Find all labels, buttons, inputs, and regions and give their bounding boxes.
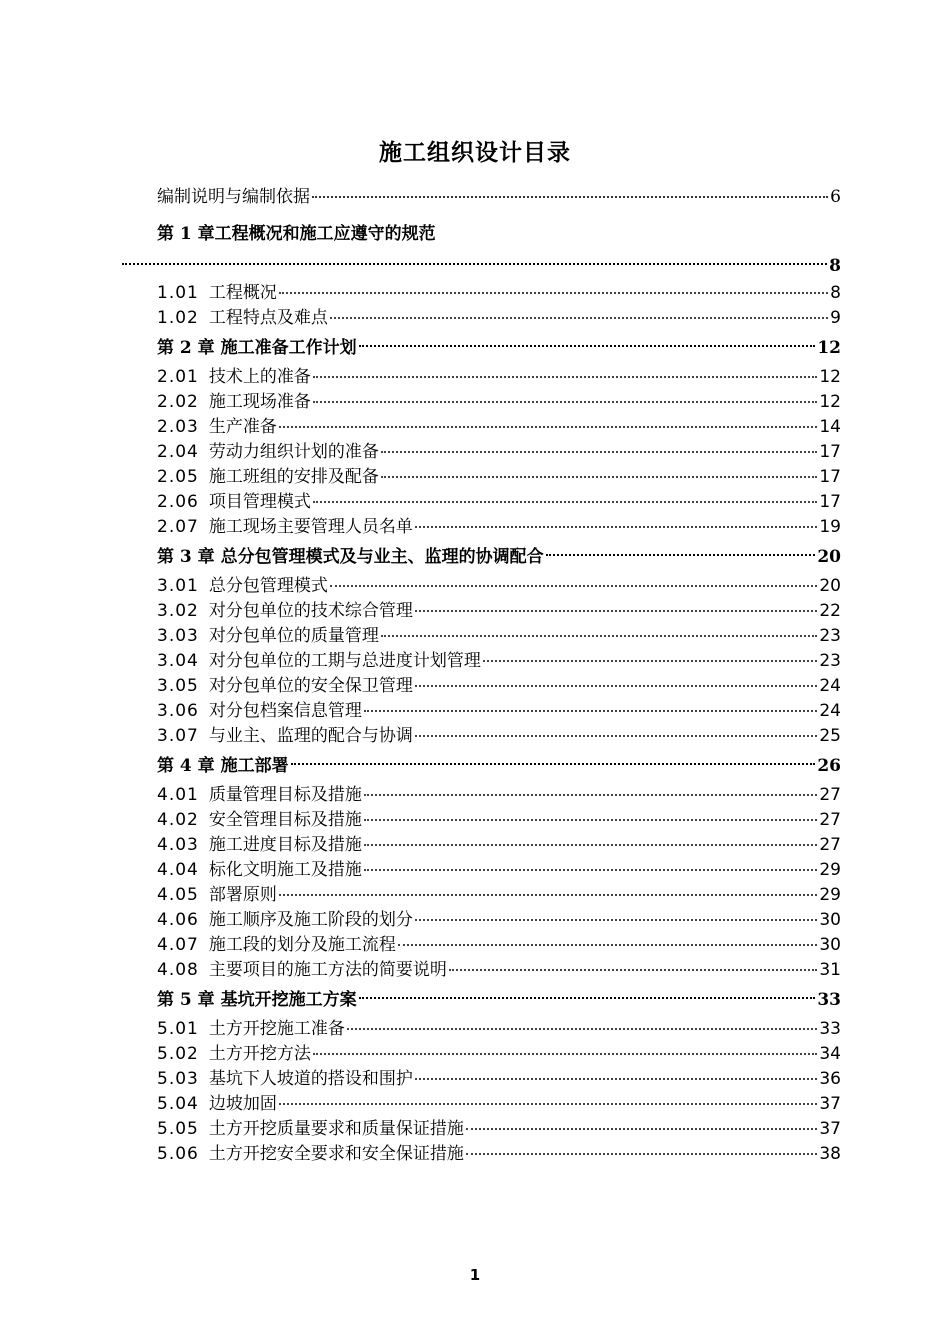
dot-leader — [415, 1078, 818, 1080]
section-number: 1.02 — [157, 308, 199, 328]
dot-leader — [279, 894, 818, 896]
toc-page-number: 38 — [819, 1144, 841, 1164]
section-title: 质量管理目标及措施 — [208, 785, 362, 805]
dot-leader — [415, 685, 818, 687]
section-title: 基坑下人坡道的搭设和围护 — [208, 1069, 413, 1089]
toc-page-number: 29 — [819, 885, 841, 905]
section-title: 施工顺序及施工阶段的划分 — [208, 910, 413, 930]
toc-page-number: 26 — [817, 756, 841, 776]
section-title: 施工进度目标及措施 — [208, 835, 362, 855]
toc-section-entry[interactable] — [157, 883, 841, 908]
toc-page-number: 17 — [819, 442, 841, 462]
section-number: 2.07 — [157, 517, 199, 537]
dot-leader — [381, 476, 818, 478]
dot-leader — [122, 263, 827, 265]
toc-section-entry[interactable] — [157, 1142, 841, 1167]
toc-page-number: 33 — [819, 1019, 841, 1039]
section-number: 3.05 — [157, 676, 199, 696]
toc-section-entry[interactable] — [157, 933, 841, 958]
toc-section-entry[interactable] — [157, 808, 841, 833]
toc-chapter-1-leader — [122, 251, 841, 281]
dot-leader — [359, 345, 816, 347]
toc-chapter-1[interactable] — [157, 217, 841, 251]
toc-section-entry[interactable] — [157, 783, 841, 808]
section-title: 施工现场主要管理人员名单 — [208, 517, 413, 537]
dot-leader — [415, 526, 818, 528]
section-title: 工程特点及难点 — [208, 308, 328, 328]
section-title: 对分包单位的安全保卫管理 — [208, 676, 413, 696]
dot-leader — [449, 969, 818, 971]
section-title: 部署原则 — [208, 885, 277, 905]
toc-page-number: 17 — [819, 467, 841, 487]
section-number: 5.06 — [157, 1144, 199, 1164]
toc-page-number: 27 — [819, 785, 841, 805]
toc-section-entry[interactable] — [157, 1117, 841, 1142]
toc-section-entry[interactable] — [157, 465, 841, 490]
chapter-title: 第 3 章 总分包管理模式及与业主、监理的协调配合 — [157, 547, 544, 567]
toc-section-entry[interactable] — [157, 490, 841, 515]
toc-section-entry[interactable] — [157, 958, 841, 983]
section-number: 5.05 — [157, 1119, 199, 1139]
dot-leader — [330, 317, 828, 319]
toc-section-entry[interactable] — [157, 306, 841, 331]
toc-section-entry[interactable] — [157, 699, 841, 724]
section-number: 2.01 — [157, 367, 199, 387]
toc-page-number: 29 — [819, 860, 841, 880]
section-title: 施工班组的安排及配备 — [208, 467, 379, 487]
chapter-title: 第 2 章 施工准备工作计划 — [157, 338, 357, 358]
toc-section-entry[interactable] — [157, 415, 841, 440]
dot-leader — [364, 869, 818, 871]
section-number: 2.05 — [157, 467, 199, 487]
section-number: 3.02 — [157, 601, 199, 621]
dot-leader — [313, 376, 818, 378]
dot-leader — [330, 585, 818, 587]
section-title: 劳动力组织计划的准备 — [208, 442, 379, 462]
section-title: 总分包管理模式 — [208, 576, 328, 596]
dot-leader — [364, 710, 818, 712]
section-title: 对分包单位的工期与总进度计划管理 — [208, 651, 481, 671]
toc-chapter-4[interactable] — [157, 749, 841, 783]
section-number: 5.03 — [157, 1069, 199, 1089]
toc-entry-intro[interactable] — [157, 185, 841, 211]
toc-section-entry[interactable] — [157, 390, 841, 415]
toc-page-number: 6 — [830, 187, 841, 207]
section-title: 土方开挖施工准备 — [208, 1019, 345, 1039]
toc-page-number: 19 — [819, 517, 841, 537]
toc-section-entry[interactable] — [157, 1092, 841, 1117]
toc-page-number: 9 — [830, 308, 841, 328]
section-number: 3.06 — [157, 701, 199, 721]
toc-page-number: 14 — [819, 417, 841, 437]
toc-page-number: 25 — [819, 726, 841, 746]
section-number: 4.05 — [157, 885, 199, 905]
toc-page-number: 20 — [819, 576, 841, 596]
toc-section-entry[interactable] — [157, 1067, 841, 1092]
section-title: 主要项目的施工方法的简要说明 — [208, 960, 447, 980]
chapter-title: 第 5 章 基坑开挖施工方案 — [157, 990, 357, 1010]
toc-section-entry[interactable] — [157, 649, 841, 674]
toc-page-number: 36 — [819, 1069, 841, 1089]
toc-section-entry[interactable] — [157, 440, 841, 465]
section-number: 5.04 — [157, 1094, 199, 1114]
toc-page-number: 12 — [819, 392, 841, 412]
dot-leader — [291, 763, 816, 765]
dot-leader — [364, 794, 818, 796]
section-number: 2.06 — [157, 492, 199, 512]
dot-leader — [313, 1053, 818, 1055]
toc-page-number: 17 — [819, 492, 841, 512]
section-title: 边坡加固 — [208, 1094, 277, 1114]
section-number: 4.03 — [157, 835, 199, 855]
dot-leader — [415, 919, 818, 921]
dot-leader — [381, 635, 818, 637]
toc-section-entry[interactable] — [157, 908, 841, 933]
section-title: 土方开挖安全要求和安全保证措施 — [208, 1144, 464, 1164]
chapter-title: 第 4 章 施工部署 — [157, 756, 289, 776]
section-title: 对分包档案信息管理 — [208, 701, 362, 721]
dot-leader — [364, 819, 818, 821]
toc-section-entry[interactable] — [157, 624, 841, 649]
dot-leader — [359, 997, 816, 999]
toc-chapter-2[interactable] — [157, 331, 841, 365]
chapter-title: 第 1 章工程概况和施工应遵守的规范 — [157, 224, 436, 244]
section-title: 土方开挖质量要求和质量保证措施 — [208, 1119, 464, 1139]
toc-chapter-3[interactable] — [157, 540, 841, 574]
section-number: 3.07 — [157, 726, 199, 746]
section-number: 3.01 — [157, 576, 199, 596]
section-number: 5.01 — [157, 1019, 199, 1039]
toc-page-number: 33 — [817, 990, 841, 1010]
toc-page-number: 37 — [819, 1094, 841, 1114]
dot-leader — [466, 1128, 818, 1130]
toc-page-number: 22 — [819, 601, 841, 621]
section-title: 与业主、监理的配合与协调 — [208, 726, 413, 746]
toc-section-entry[interactable] — [157, 1042, 841, 1067]
toc-page-number: 30 — [819, 935, 841, 955]
section-title: 对分包单位的质量管理 — [208, 626, 379, 646]
section-number: 4.07 — [157, 935, 199, 955]
section-number: 4.06 — [157, 910, 199, 930]
toc-section-entry[interactable] — [157, 1017, 841, 1042]
toc-page-number: 27 — [819, 810, 841, 830]
dot-leader — [279, 292, 828, 294]
section-title: 生产准备 — [208, 417, 277, 437]
section-number: 2.03 — [157, 417, 199, 437]
dot-leader — [279, 1103, 818, 1105]
dot-leader — [347, 1028, 818, 1030]
section-number: 1.01 — [157, 283, 199, 303]
dot-leader — [381, 451, 818, 453]
section-number: 2.02 — [157, 392, 199, 412]
toc-page-number: 23 — [819, 651, 841, 671]
toc-page-number: 24 — [819, 676, 841, 696]
toc-entry-text: 编制说明与编制依据 — [157, 187, 310, 207]
toc-section-entry[interactable] — [157, 574, 841, 599]
page-number: 1 — [469, 1266, 481, 1284]
dot-leader — [313, 501, 818, 503]
dot-leader — [398, 944, 818, 946]
toc-page-number: 31 — [819, 960, 841, 980]
toc-chapter-5[interactable] — [157, 983, 841, 1017]
section-title: 标化文明施工及措施 — [208, 860, 362, 880]
dot-leader — [483, 660, 818, 662]
toc-section-entry[interactable] — [157, 724, 841, 749]
section-number: 4.04 — [157, 860, 199, 880]
section-title: 技术上的准备 — [208, 367, 311, 387]
section-number: 3.04 — [157, 651, 199, 671]
section-title: 项目管理模式 — [208, 492, 311, 512]
section-number: 5.02 — [157, 1044, 199, 1064]
section-title: 施工段的划分及施工流程 — [208, 935, 396, 955]
table-of-contents — [157, 185, 841, 1167]
toc-page-number: 30 — [819, 910, 841, 930]
section-title: 土方开挖方法 — [208, 1044, 311, 1064]
dot-leader — [546, 554, 816, 556]
section-number: 3.03 — [157, 626, 199, 646]
section-title: 安全管理目标及措施 — [208, 810, 362, 830]
toc-page-number: 34 — [819, 1044, 841, 1064]
page-title: 施工组织设计目录 — [379, 140, 571, 166]
dot-leader — [279, 426, 818, 428]
toc-page-number: 24 — [819, 701, 841, 721]
dot-leader — [364, 844, 818, 846]
dot-leader — [415, 735, 818, 737]
toc-page-number: 8 — [829, 256, 841, 276]
dot-leader — [415, 610, 818, 612]
toc-section-entry[interactable] — [157, 858, 841, 883]
section-number: 4.08 — [157, 960, 199, 980]
toc-page-number: 20 — [817, 547, 841, 567]
toc-section-entry[interactable] — [157, 515, 841, 540]
toc-section-entry[interactable] — [157, 599, 841, 624]
section-number: 2.04 — [157, 442, 199, 462]
dot-leader — [313, 401, 818, 403]
toc-page-number: 23 — [819, 626, 841, 646]
section-title: 施工现场准备 — [208, 392, 311, 412]
toc-section-entry[interactable] — [157, 281, 841, 306]
toc-section-entry[interactable] — [157, 833, 841, 858]
toc-section-entry[interactable] — [157, 674, 841, 699]
section-number: 4.01 — [157, 785, 199, 805]
toc-page-number: 12 — [819, 367, 841, 387]
section-title: 对分包单位的技术综合管理 — [208, 601, 413, 621]
toc-page-number: 37 — [819, 1119, 841, 1139]
section-number: 4.02 — [157, 810, 199, 830]
dot-leader — [312, 196, 828, 198]
toc-section-entry[interactable] — [157, 365, 841, 390]
dot-leader — [466, 1153, 818, 1155]
section-title: 工程概况 — [208, 283, 277, 303]
toc-page-number: 8 — [830, 283, 841, 303]
toc-page-number: 27 — [819, 835, 841, 855]
toc-page-number: 12 — [817, 338, 841, 358]
